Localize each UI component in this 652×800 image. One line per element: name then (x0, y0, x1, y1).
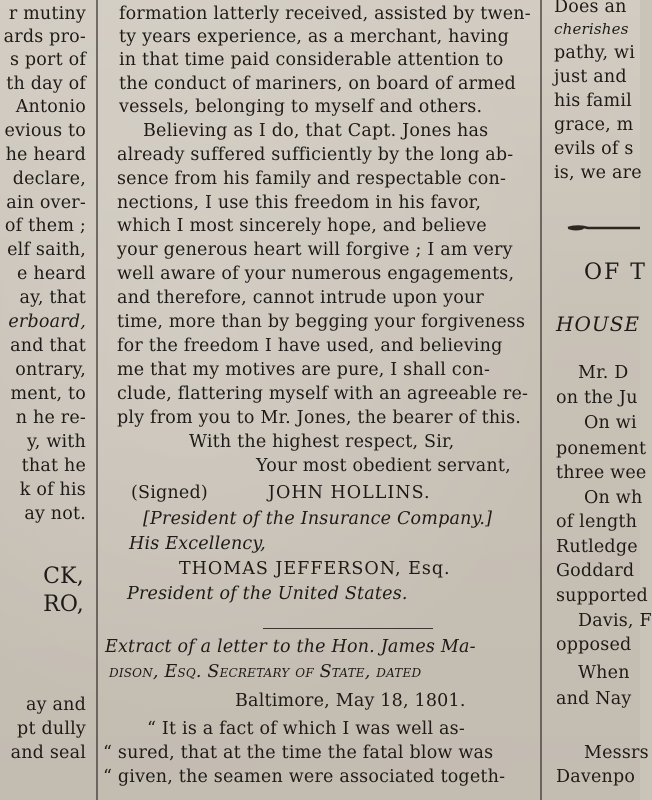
letter-line: nections, I use this freedom in his favor, (117, 193, 482, 213)
right-line: ponement (556, 439, 647, 459)
left-heading-line: CK, (43, 564, 84, 589)
left-line: th day of (6, 74, 86, 94)
right-line: When (578, 663, 630, 683)
right-line: on the Ju (556, 388, 638, 408)
left-line: erboard, (8, 312, 86, 332)
right-line: Davenpo (556, 767, 636, 787)
letter-line: Believing as I do, that Capt. Jones has (143, 121, 489, 141)
left-line: ontrary, (15, 360, 86, 380)
left-heading-line: RO, (43, 592, 84, 617)
letter-line: for the freedom I have used, and believing (117, 336, 503, 356)
letter-line: vessels, belonging to myself and others. (119, 97, 483, 117)
signer-title: [President of the Insurance Company.] (143, 509, 493, 529)
right-column (548, 0, 652, 800)
left-line: declare, (12, 169, 86, 189)
right-line: grace, m (554, 115, 634, 135)
middle-column (103, 0, 533, 800)
left-line: ment, to (10, 384, 86, 404)
right-line: Messrs (584, 743, 649, 763)
extract-heading: Extract of a letter to the Hon. James Ma- (105, 637, 476, 657)
left-line: and seal (10, 743, 86, 763)
left-line: and that (10, 336, 86, 356)
letter-line: ty years experience, as a merchant, having (119, 27, 510, 47)
left-line: he heard (5, 145, 86, 165)
left-line: ay not. (24, 504, 86, 524)
right-line: three wee (556, 463, 647, 483)
right-line: On wh (584, 488, 643, 508)
left-line: pt dully (17, 719, 86, 739)
letter-line: formation latterly received, assisted by twen- (119, 4, 531, 24)
letter-line: the conduct of mariners, on board of armed (119, 74, 516, 94)
letter-line: ply from you to Mr. Jones, the bearer of this. (117, 408, 522, 428)
letter-line: well aware of your numerous engagements, (117, 264, 515, 284)
right-line: Rutledge (556, 537, 638, 557)
left-line: elf saith, (7, 240, 86, 260)
right-line: Davis, F (578, 611, 652, 631)
letter-line: which I most sincerely hope, and believe (117, 216, 487, 236)
left-line: of them ; (4, 216, 86, 236)
left-line: ards pro- (3, 27, 86, 47)
left-line: evious to (4, 121, 86, 141)
addressee-title: President of the United States. (127, 584, 408, 604)
right-line: is, we are (554, 163, 642, 183)
right-line: and Nay (556, 689, 632, 709)
right-line: of length (556, 512, 638, 532)
letter-servant: Your most obedient servant, (256, 456, 511, 476)
right-line: cherishes (554, 20, 629, 38)
signed-label: (Signed) (131, 483, 208, 503)
signer-name: JOHN HOLLINS. (268, 483, 431, 503)
right-line: just and (554, 67, 627, 87)
left-line: Antonio (15, 97, 86, 117)
letter-line: me that my motives are pure, I shall con- (117, 360, 491, 380)
left-line: r mutiny (8, 4, 86, 24)
left-line: ay, that (19, 288, 86, 308)
section-heading: OF T (584, 260, 647, 285)
right-line: his famil (554, 91, 632, 111)
quote-line: “ It is a fact of which I was well as- (147, 719, 465, 739)
dateline: Baltimore, May 18, 1801. (235, 691, 466, 711)
left-line: s port of (9, 50, 86, 70)
column-rule-right (540, 0, 542, 800)
left-line: e heard (17, 264, 86, 284)
right-line: evils of s (554, 139, 634, 159)
right-line: opposed (556, 635, 632, 655)
right-line: pathy, wi (554, 43, 636, 63)
left-line: k of his (19, 480, 86, 500)
letter-line: your generous heart will forgive ; I am very (117, 240, 513, 260)
left-line: ay and (26, 695, 86, 715)
letter-closing: With the highest respect, Sir, (189, 432, 455, 452)
addressee-name: THOMAS JEFFERSON, Esq. (179, 559, 451, 579)
letter-line: clude, flattering myself with an agreeable re- (117, 384, 529, 404)
right-line: Goddard (556, 561, 635, 581)
ornament-rule-icon (568, 225, 640, 231)
article-separator (263, 628, 433, 629)
quote-line: “ sured, that at the time the fatal blow was (103, 743, 494, 763)
letter-line: sence from his family and respectable con- (117, 169, 507, 189)
letter-line: and therefore, cannot intrude upon your (117, 288, 484, 308)
right-line: Does an (554, 0, 627, 17)
left-line: y, with (27, 432, 86, 452)
letter-line: in that time paid considerable attention to (119, 50, 504, 70)
section-subheading: HOUSE (556, 312, 640, 336)
right-line: supported (556, 586, 648, 606)
right-line: On wi (584, 413, 637, 433)
left-line: that he (21, 456, 86, 476)
column-rule-left (96, 0, 98, 800)
left-line: ain over- (6, 193, 86, 213)
right-line: Mr. D (578, 363, 629, 383)
addressee-salutation: His Excellency, (129, 534, 266, 554)
quote-line: “ given, the seamen were associated togeth- (103, 767, 506, 787)
left-column (0, 0, 92, 800)
letter-line: already suffered sufficiently by the long ab- (117, 145, 514, 165)
extract-heading: dison, Esq. Secretary of State, dated (109, 662, 422, 682)
letter-line: time, more than by begging your forgiveness (117, 312, 526, 332)
left-line: n he re- (15, 408, 86, 428)
